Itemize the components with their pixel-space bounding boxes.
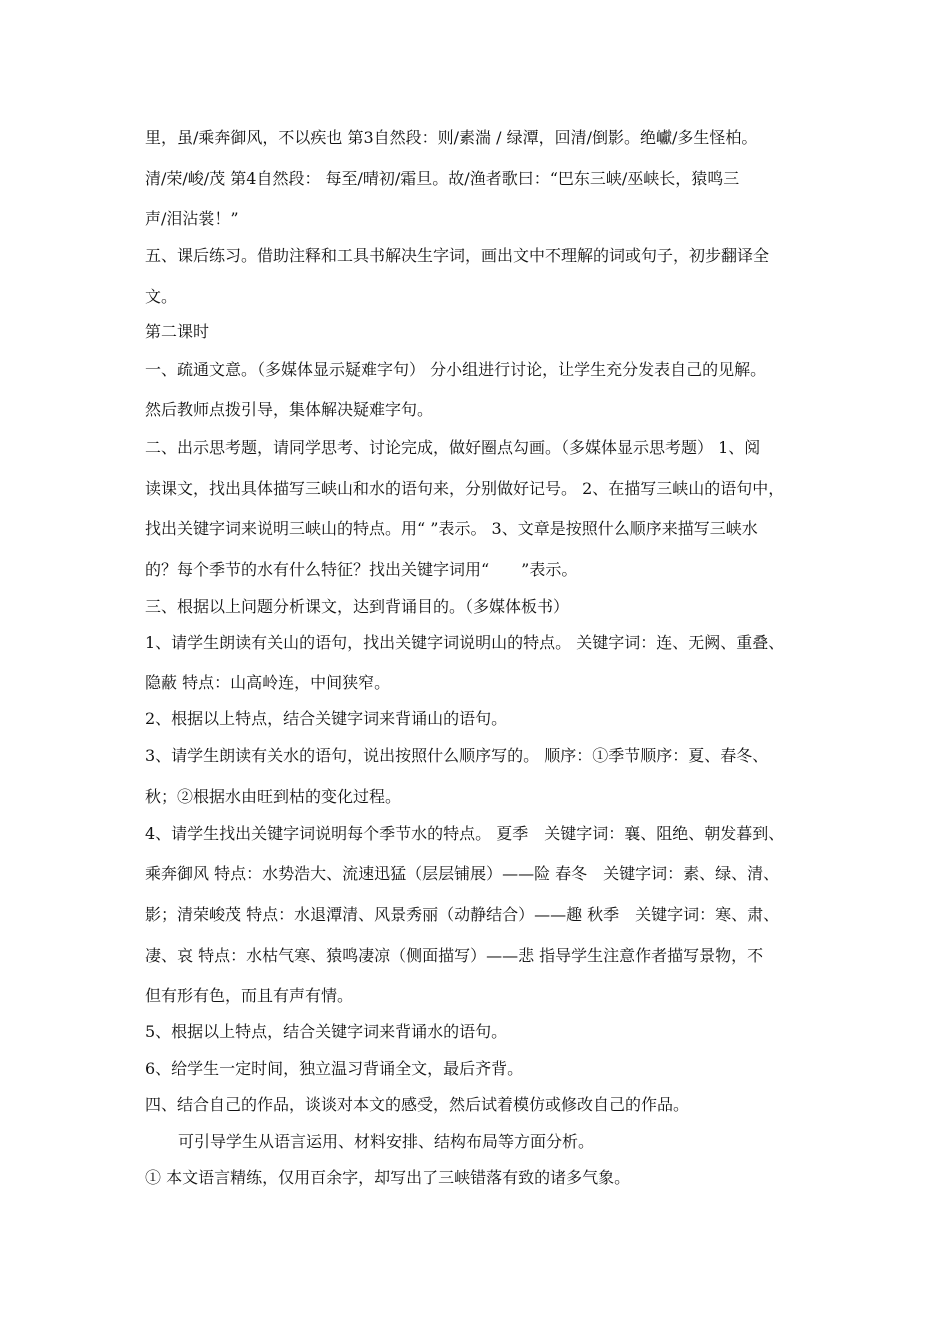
text-line: 然后教师点拨引导，集体解决疑难字句。: [145, 400, 434, 419]
text-line: 四、结合自己的作品，谈谈对本文的感受，然后试着模仿或修改自己的作品。: [145, 1095, 690, 1114]
text-line: 一、疏通文意。（多媒体显示疑难字句） 分小组进行讨论，让学生充分发表自己的见解。: [145, 360, 767, 379]
text-line: 4、请学生找出关键字词说明每个季节水的特点。 夏季 关键字词：襄、阻绝、朝发暮到、: [145, 824, 785, 843]
text-line: 6、给学生一定时间，独立温习背诵全文，最后齐背。: [145, 1059, 524, 1078]
text-line: 凄、哀 特点：水枯气寒、猿鸣凄凉（侧面描写）——悲 指导学生注意作者描写景物，不: [145, 946, 764, 965]
text-line: 可引导学生从语言运用、材料安排、结构布局等方面分析。: [178, 1132, 595, 1151]
text-line: 五、课后练习。借助注释和工具书解决生字词，画出文中不理解的词或句子，初步翻译全: [145, 246, 770, 265]
text-line: 乘奔御风 特点：水势浩大、流速迅猛（层层铺展）——险 春冬 关键字词：素、绿、清、: [145, 864, 780, 883]
text-line: 5、根据以上特点，结合关键字词来背诵水的语句。: [145, 1022, 508, 1041]
text-line: 影；清荣峻茂 特点：水退潭清、风景秀丽（动静结合）——趣 秋季 关键字词：寒、肃、: [145, 905, 780, 924]
text-line: 秋；②根据水由旺到枯的变化过程。: [145, 787, 402, 806]
text-line: 1、请学生朗读有关山的语句，找出关键字词说明山的特点。 关键字词：连、无阙、重叠、: [145, 633, 785, 652]
text-line: 三、根据以上问题分析课文，达到背诵目的。（多媒体板书）: [145, 597, 570, 616]
text-line: 3、请学生朗读有关水的语句，说出按照什么顺序写的。 顺序：①季节顺序：夏、春冬、: [145, 746, 769, 765]
text-line: 找出关键字词来说明三峡山的特点。用“ ”表示。 3、文章是按照什么顺序来描写三峡水: [145, 519, 758, 538]
section-heading: 第二课时: [145, 322, 210, 341]
text-line: ① 本文语言精练，仅用百余字，却写出了三峡错落有致的诸多气象。: [145, 1168, 631, 1187]
text-line: 但有形有色，而且有声有情。: [145, 986, 354, 1005]
text-line: 里，虽/乘奔御风，不以疾也 第3自然段：则/素湍 / 绿潭，回清/倒影。绝巘/多生怪柏。: [145, 128, 758, 147]
text-line: 读课文，找出具体描写三峡山和水的语句来，分别做好记号。 2、在描写三峡山的语句中，: [145, 479, 785, 498]
text-line: 的？每个季节的水有什么特征？找出关键字词用“ ”表示。: [145, 560, 578, 579]
text-line: 文。: [145, 287, 178, 306]
text-line: 2、根据以上特点，结合关键字词来背诵山的语句。: [145, 709, 508, 728]
text-line: 清/荣/峻/茂 第4自然段： 每至/晴初/霜旦。故/渔者歌曰：“巴东三峡/巫峡长，猿鸣三: [145, 169, 740, 188]
text-line: 二、出示思考题，请同学思考、讨论完成，做好圈点勾画。（多媒体显示思考题） 1、阅: [145, 438, 761, 457]
text-line: 隐蔽 特点：山高岭连，中间狭窄。: [145, 673, 391, 692]
text-line: 声/泪沾裳！”: [145, 209, 239, 228]
